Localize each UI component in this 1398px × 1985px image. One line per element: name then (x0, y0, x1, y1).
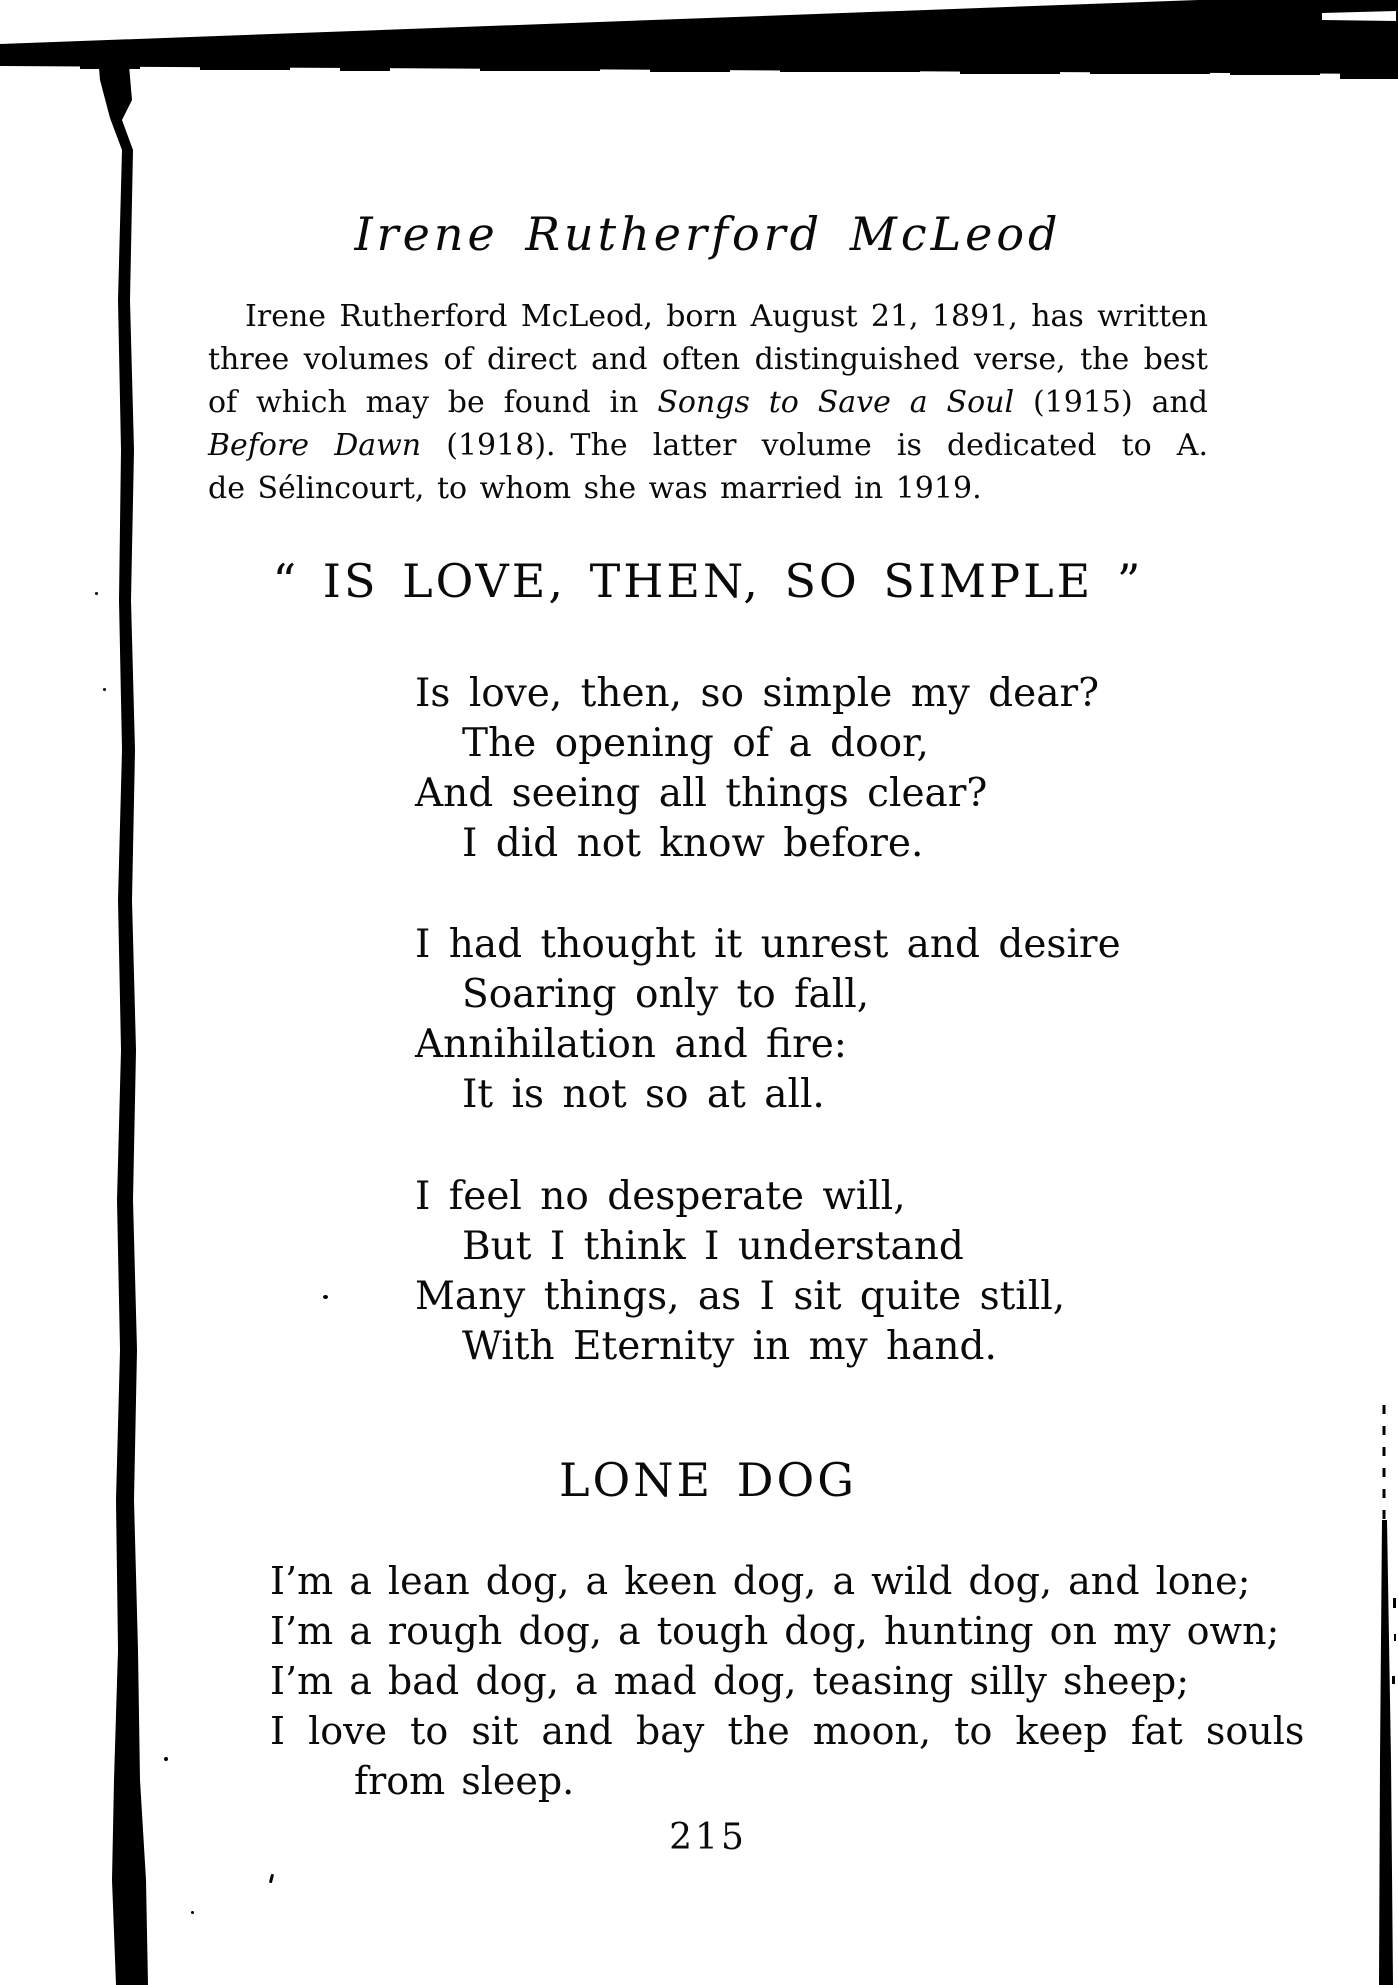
poem-title-lone-dog: LONE DOG (558, 1453, 858, 1507)
bio-line: three volumes of direct and often distinguished verse, the best (208, 342, 1208, 377)
poem-line: But I think I understand (462, 1224, 964, 1269)
ink-speck (103, 688, 106, 691)
book-title-before-dawn: Before Dawn (208, 428, 422, 463)
author-bio (208, 295, 1208, 510)
ink-speck (191, 1911, 194, 1914)
poem-line: The opening of a door, (462, 721, 929, 766)
bio-text: of which may be found in (208, 385, 658, 420)
poem-line: I did not know before. (462, 821, 924, 866)
poem-line: And seeing all things clear? (415, 771, 988, 816)
poem-stanza-2 (415, 920, 1121, 1120)
ink-speck (164, 1757, 168, 1761)
bio-line (208, 381, 1208, 424)
poem-line: Annihilation and fire: (415, 1022, 847, 1067)
poem-line: With Eternity in my hand. (462, 1324, 997, 1369)
poem-line: I love to sit and bay the moon, to keep fat souls (270, 1709, 1305, 1753)
bio-line: Irene Rutherford McLeod, born August 21, 1891, has written (245, 299, 1208, 334)
ink-speck (323, 1295, 328, 1299)
poem-lone-dog-stanza (270, 1556, 1304, 1806)
poem-line: I’m a bad dog, a mad dog, teasing silly sheep; (270, 1659, 1190, 1703)
bio-text: (1918). The latter volume is dedicated to A. (421, 428, 1208, 463)
poem-line: I’m a lean dog, a keen dog, a wild dog, and lone; (270, 1559, 1251, 1603)
bio-line: de Sélincourt, to whom she was married in 1919. (208, 471, 982, 506)
bio-text: (1915) and (1014, 385, 1208, 420)
poem-line: Is love, then, so simple my dear? (415, 671, 1099, 716)
poem-stanza-1 (415, 669, 1099, 869)
poem-line: I feel no desperate will, (415, 1174, 906, 1219)
bio-line (208, 424, 1208, 467)
poem-line: It is not so at all. (462, 1072, 825, 1117)
poem-line-continuation: from sleep. (354, 1759, 575, 1803)
poem-title-is-love-then-so-simple: “ IS LOVE, THEN, SO SIMPLE ” (272, 554, 1144, 608)
poem-line: I had thought it unrest and desire (415, 922, 1121, 967)
author-name-heading: Irene Rutherford McLeod (354, 207, 1062, 261)
page-number: 215 (669, 1817, 747, 1858)
ink-speck (95, 592, 98, 595)
poem-line: Soaring only to fall, (462, 972, 870, 1017)
poem-line: I’m a rough dog, a tough dog, hunting on my own; (270, 1609, 1280, 1653)
poem-stanza-3 (415, 1172, 1065, 1372)
poem-line: Many things, as I sit quite still, (415, 1274, 1066, 1319)
book-title-songs-to-save-a-soul: Songs to Save a Soul (657, 385, 1015, 420)
